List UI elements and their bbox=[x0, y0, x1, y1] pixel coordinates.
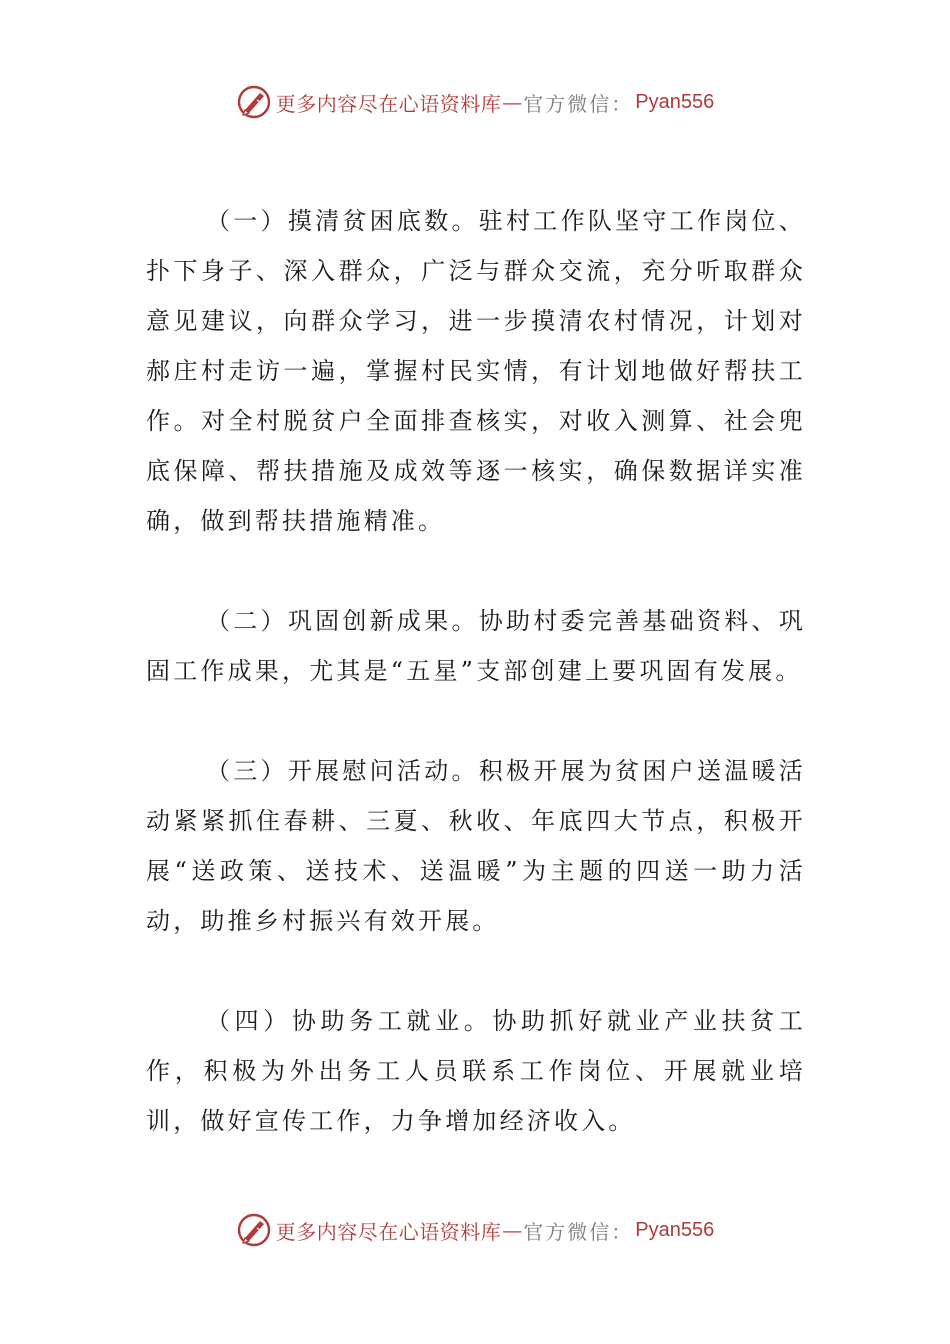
banner-main-text: 更多内容尽在心语资料库 bbox=[275, 1219, 502, 1244]
footer-banner bbox=[0, 1208, 950, 1252]
paragraph-4: （四）协助务工就业。协助抓好就业产业扶贫工作，积极为外出务工人员联系工作岗位、开展就业培训，做好宣传工作，力争增加经济收入。 bbox=[146, 1007, 806, 1135]
paragraph-2: （二）巩固创新成果。协助村委完善基础资料、巩固工作成果，尤其是“五星”支部创建上要巩固有发展。 bbox=[146, 607, 806, 685]
paragraph-3: （三）开展慰问活动。积极开展为贫困户送温暖活动紧紧抓住春耕、三夏、秋收、年底四大节点，积极开展“送政策、送技术、送温暖”为主题的四送一助力活动，助推乡村振兴有效开展。 bbox=[146, 757, 806, 935]
pen-logo-icon bbox=[236, 1212, 272, 1248]
banner-wechat-id: Pyan556 bbox=[635, 1218, 715, 1241]
banner-main-text: 更多内容尽在心语资料库 bbox=[275, 91, 502, 116]
header-banner bbox=[0, 80, 950, 124]
banner-wechat-id: Pyan556 bbox=[635, 90, 715, 113]
banner-dash: — bbox=[502, 1218, 523, 1242]
banner-wechat-label: 官方微信： bbox=[523, 1219, 634, 1244]
document-body bbox=[146, 196, 806, 1196]
paragraph-1: （一）摸清贫困底数。驻村工作队坚守工作岗位、扑下身子、深入群众，广泛与群众交流，充分听取群众意见建议，向群众学习，进一步摸清农村情况，计划对郝庄村走访一遍，掌握村民实情，有计划地做好帮扶工作。对全村脱贫户全面排查核实，对收入测算、社会兜底保障、帮扶措施及成效等逐一核实，确保数据详实准确，做到帮扶措施精准。 bbox=[146, 207, 806, 535]
pen-logo-icon bbox=[236, 84, 272, 120]
banner-wechat-label: 官方微信： bbox=[523, 91, 634, 116]
banner-dash: — bbox=[502, 90, 523, 114]
